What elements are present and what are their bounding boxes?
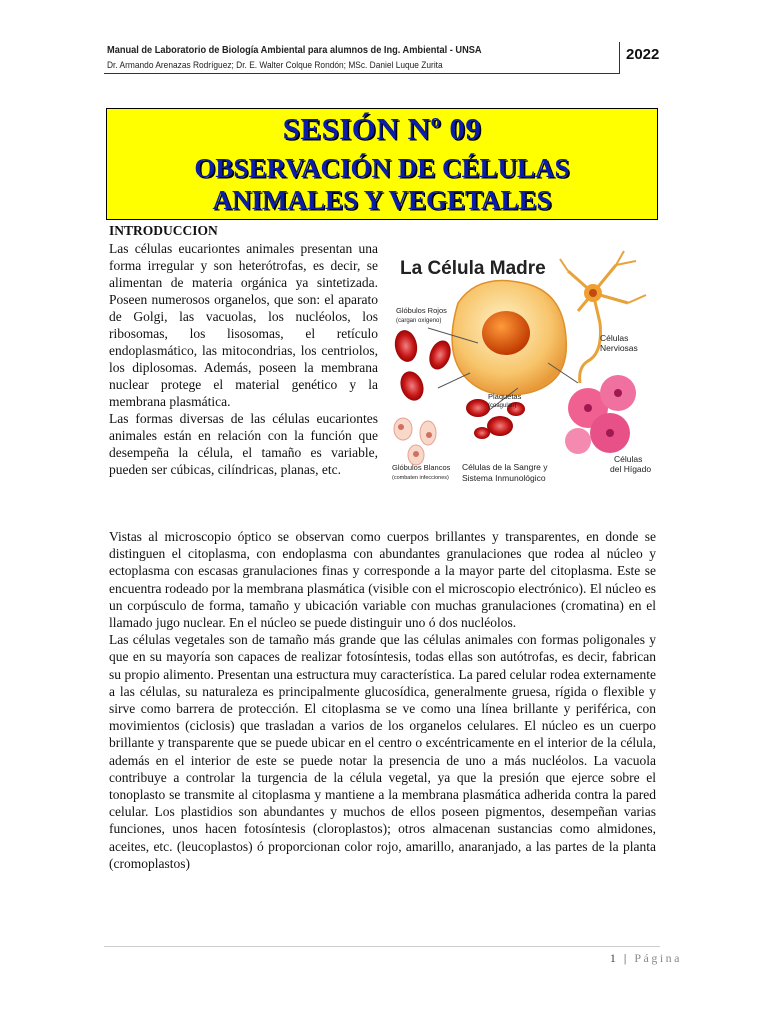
stem-cell-illustration xyxy=(388,243,656,493)
header-authors: Dr. Armando Arenazas Rodríguez; Dr. E. Walter Colque Rondón; MSc. Daniel Luque Zurita xyxy=(107,60,443,71)
session-title-line-2: ANIMALES Y VEGETALES xyxy=(212,185,552,215)
session-title-box xyxy=(106,108,658,220)
paragraph: Las células eucariontes animales presentan una forma irregular y son heterótrofas, es decir, se alimentan de materia orgánica ya sintetizada. Poseen numerosos organelos, que son: el aparato de Golgi, las vacuolas, los nucléolos, los ribosomas, los lisosomas, el retículo endoplasmático, las mitocondrias, los centriolos, los diplosomas. Además, poseen la membrana nuclear protege el material genético y la membrana plasmática. xyxy=(109,241,378,409)
label-blood-2: Sistema Inmunológico xyxy=(462,473,546,483)
page-footer: 1 | Página xyxy=(609,951,682,965)
paragraph: Vistas al microscopio óptico se observan como cuerpos brillantes y transparentes, en donde se distinguen el citoplasma, con endoplasma con abundantes granulaciones que rodea al núcleo y ectoplasma con escasas granulaciones finas y corresponde a la mayor parte del citoplasma. Este se encuentra rodeado por la membrana plasmática (visible con el microscopio electrónico). El núcleo es un corpúsculo de forma, tamaño y ubicación variable con muchas granulaciones (cromatina) en el llamado jugo nuclear. En el núcleo se puede distinguir uno ó dos nucléolos. xyxy=(109,529,656,631)
header-divider xyxy=(104,73,619,74)
page-number: 1 xyxy=(609,951,619,965)
paragraph: Las células vegetales son de tamaño más grande que las células animales con formas poligonales y que en su mayoría son capaces de realizar fotosíntesis, todas ellas son autótrofas, es decir, fabrican su propio alimento. Presentan una estructura muy característica. La pared celular rodea externamente a las células, su naturaleza es principalmente glucosídica, generalmente gruesa, rígida o flexible y sirve como barrera de protección. El citoplasma se ve como una línea brillante y periférica, con movimientos (ciclosis) que trasladan a varios de los organelos celulares. El núcleo es un cuerpo brillante y transparente que se puede ubicar en el centro o excéntricamente en el interior de la célula, además en el interior de este se puede notar la presencia de uno a más nucléolos. La vacuola contribuye a controlar la turgencia de la célula vegetal, ya que la presión que ejerce sobre el tonoplasto se transmite al citoplasma y mantiene a la membrana plasmática adherida contra la pared celular. Los plastidios son abundantes y muchos de ellos poseen pigmentos, desempeñan varias funciones, unos hacen fotosíntesis (cloroplastos); otros almacenan sustancias como almidones, aceites, etc. (leucoplastos) ó proporcionan color rojo, amarillo, anaranjado, a las partes de la planta (cromoplastos) xyxy=(109,632,656,871)
intro-heading: INTRODUCCION xyxy=(109,223,218,238)
label-nerve-2: Nerviosas xyxy=(600,343,638,353)
footer-divider xyxy=(104,946,660,947)
label-red-cells-sub: (cargan oxígeno) xyxy=(396,318,442,324)
white-blood-cells-icon xyxy=(394,418,436,465)
label-nerve-1: Células xyxy=(600,333,629,343)
figure-title: La Célula Madre xyxy=(400,258,546,279)
body-text xyxy=(109,528,656,872)
stem-cell-icon xyxy=(452,281,566,396)
nerve-cell-icon xyxy=(560,251,646,383)
label-liver-2: del Hígado xyxy=(610,464,652,474)
label-blood-1: Células de la Sangre y xyxy=(462,462,548,472)
page-word: Página xyxy=(634,951,682,965)
label-red-cells: Glóbulos Rojos xyxy=(396,306,447,315)
label-white-cells-sub: (combaten infecciones) xyxy=(392,475,449,481)
header-vertical-divider xyxy=(619,42,620,74)
liver-cells-icon xyxy=(565,375,636,454)
stem-cell-figure xyxy=(388,243,656,493)
label-platelets: Plaquetas xyxy=(488,392,522,401)
intro-column-text xyxy=(109,240,378,478)
header-year: 2022 xyxy=(626,46,660,63)
label-platelets-sub: (coagulan) xyxy=(488,403,517,409)
header-title: Manual de Laboratorio de Biología Ambiental para alumnos de Ing. Ambiental - UNSA xyxy=(107,44,482,56)
session-title-line-1: OBSERVACIÓN DE CÉLULAS xyxy=(194,153,570,183)
label-liver-1: Células xyxy=(614,454,643,464)
session-number: SESIÓN Nº 09 xyxy=(282,111,482,146)
label-white-cells: Glóbulos Blancos xyxy=(392,463,451,472)
paragraph: Las formas diversas de las células eucariontes animales están en relación con la función que desempeña la célula, el tamaño es variable, pueden ser cúbicas, cilíndricas, planas, etc. xyxy=(109,411,378,477)
